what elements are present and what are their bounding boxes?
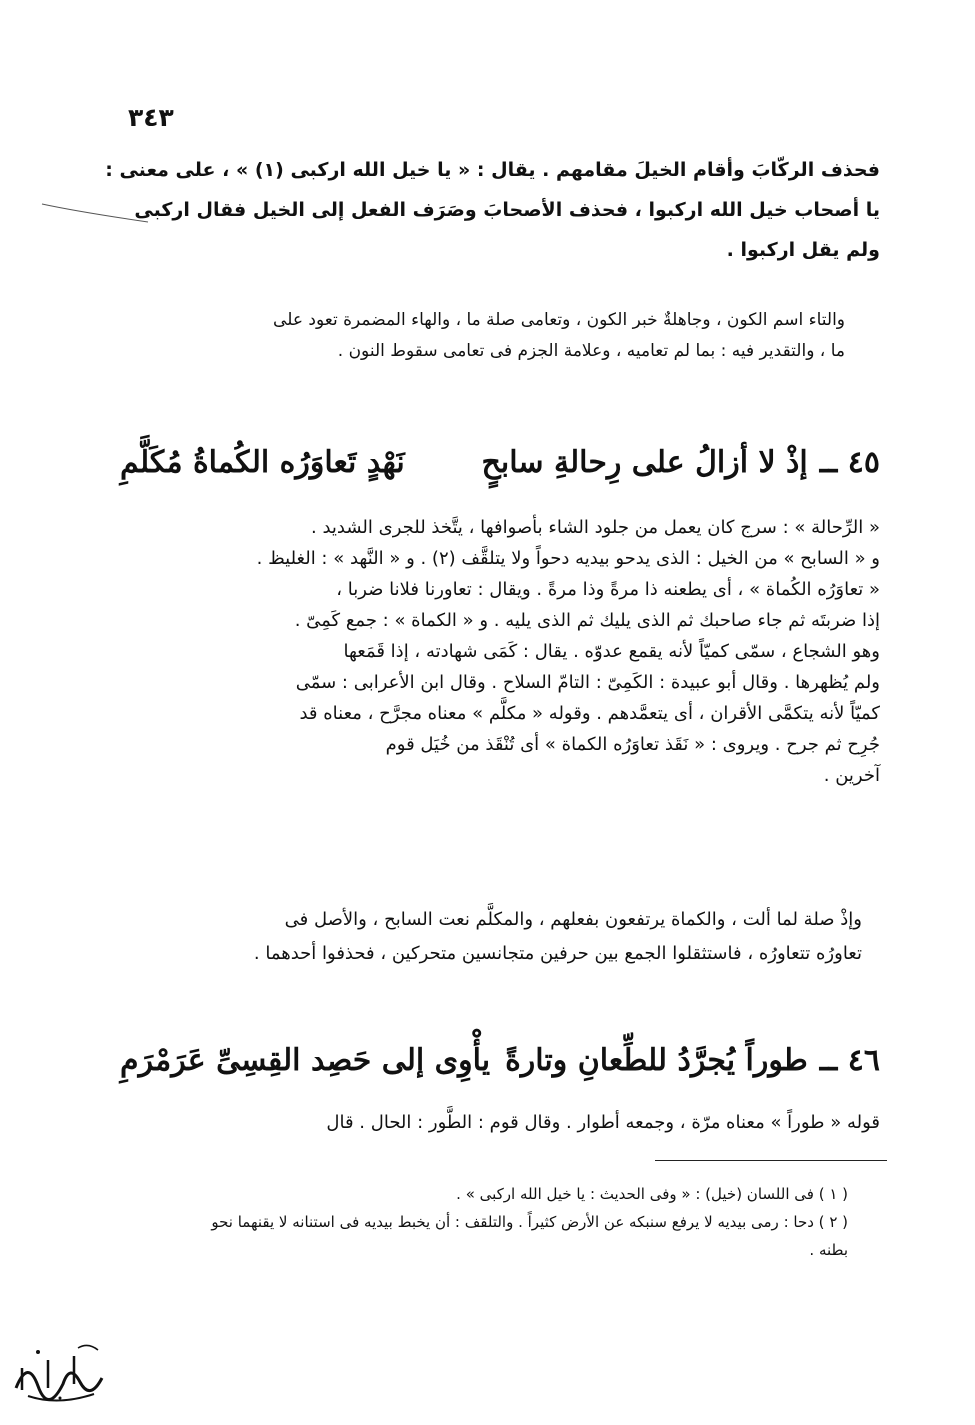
verse-45 bbox=[120, 432, 880, 492]
paragraph-line: جُرِح ثم جرح . ويروى : « نَقَذ تعاوَرُه الكماة » أى تُنْقَذ من خُيَل قوم bbox=[385, 734, 880, 755]
paragraph-line: تعاورُه تتعاورُه ، فاستثقلوا الجمع بين حرفين متجانسين متحركين ، فحذفوا أحدهما . bbox=[253, 943, 862, 964]
paragraph-line: ما ، والتقدير فيه : بما لم تعاميه ، وعلامة الجزم فى تعامى سقوط النون . bbox=[337, 341, 845, 361]
footnotes bbox=[135, 1180, 848, 1264]
calligraphy-logo-icon bbox=[8, 1338, 108, 1410]
verse-46 bbox=[120, 1030, 880, 1090]
paragraph-line: و « السابح » من الخيل : الذى يدحو بيديه دحواً ولا يتلقَّف (٢) . و « النَّهد » : الغليظ . bbox=[256, 548, 880, 569]
footnote-line: ( ١ ) فى اللسان (خيل) : « وفى الحديث : يا خيل الله اركبى » . bbox=[456, 1185, 848, 1203]
paragraph-line: وهو الشجاع ، سمّى كميّاً لأنه يقمع عدوّه . يقال : كَمَى شهادته ، إذا قَمَعها bbox=[343, 641, 880, 662]
paragraph-line: وإذْ صلة لما ألت ، والكماة يرتفعون بفعلهم ، والمكلَّم نعت السابح ، والأصل فى bbox=[284, 909, 862, 930]
paragraph-line: فحذف الركّابَ وأقام الخيلَ مقامهم . يقال : « يا خيل الله اركبى (١) » ، على معنى : bbox=[105, 159, 880, 181]
verse-first-hemistich: طوراً يُجرَّدُ للطِّعانِ وتارةً bbox=[505, 1042, 808, 1078]
paragraph-line: ولم يقل اركبوا . bbox=[726, 239, 880, 261]
paragraph-line: « تعاوَرُه الكُماة » ، أى يطعنه ذا مرةً وذا مرةً . ويقال : تعاورنا فلانا ضربا ، bbox=[336, 579, 880, 600]
paragraph-3 bbox=[150, 512, 880, 791]
verse-second-hemistich: نَهْدٍ تَعاوَرُه الكُماةُ مُكَلَّمِ bbox=[119, 444, 405, 480]
paragraph-line: « الرِّحالة » : سرج كان يعمل من جلود الشاء بأصوافها ، يتَّخذ للجرى الشديد . bbox=[311, 517, 880, 538]
verse-number: ٤٥ ــ bbox=[819, 444, 880, 480]
footnote-line: ( ٢ ) دحا : رمى بيديه لا يرفع سنبكه عن الأرض كثيراً . والتلقف : أن يخبط بيديه فى استنانه لا يقنهما نحو bbox=[211, 1213, 848, 1231]
paragraph-4 bbox=[150, 903, 862, 971]
paragraph-line: إذا ضربتَه ثم جاء صاحبك ثم الذى يليك ثم الذى يليه . و « الكماة » : جمع كَمِىّ . bbox=[294, 610, 880, 631]
footnote-line: بطنه . bbox=[809, 1241, 848, 1259]
page-number: ٣٤٣ bbox=[128, 103, 174, 132]
paragraph-line: ولم يُظهرها . وقال أبو عبيدة : الكَمِىّ : التامّ السلاح . وقال ابن الأعرابى : سمّى bbox=[295, 672, 880, 693]
paragraph-line: يا أصحاب خيل الله اركبوا ، فحذف الأصحابَ وصَرَف الفعل إلى الخيل فقال اركبى bbox=[134, 199, 880, 221]
paragraph-line: والتاء اسم الكون ، وجاهلةٌ خبر الكون ، وتعامى صلة ما ، والهاء المضمرة تعود على bbox=[273, 310, 845, 330]
paragraph-1 bbox=[105, 150, 880, 270]
verse-first-hemistich: إذْ لا أزالُ على رِحالةِ سابحٍ bbox=[481, 444, 808, 480]
paragraph-5 bbox=[150, 1107, 880, 1139]
paragraph-line: قوله « طوراً » معناه مرّة ، وجمعه أطوار . وقال قوم : الطَّور : الحال . قال bbox=[326, 1112, 880, 1133]
verse-second-hemistich: يأْوِى إلى حَصِد القِسِىِّ عَرَمْرَمِ bbox=[120, 1042, 491, 1078]
paragraph-line: كميّاً لأنه يتكمَّى الأقران ، أى يتعمَّدهم . وقوله « مكلَّم » معناه مجرَّح ، معناه قد bbox=[299, 703, 880, 724]
footnote-separator bbox=[655, 1160, 887, 1161]
paragraph-line: آخرين . bbox=[823, 765, 880, 786]
paragraph-2 bbox=[140, 305, 845, 367]
verse-number: ٤٦ ــ bbox=[819, 1042, 880, 1078]
